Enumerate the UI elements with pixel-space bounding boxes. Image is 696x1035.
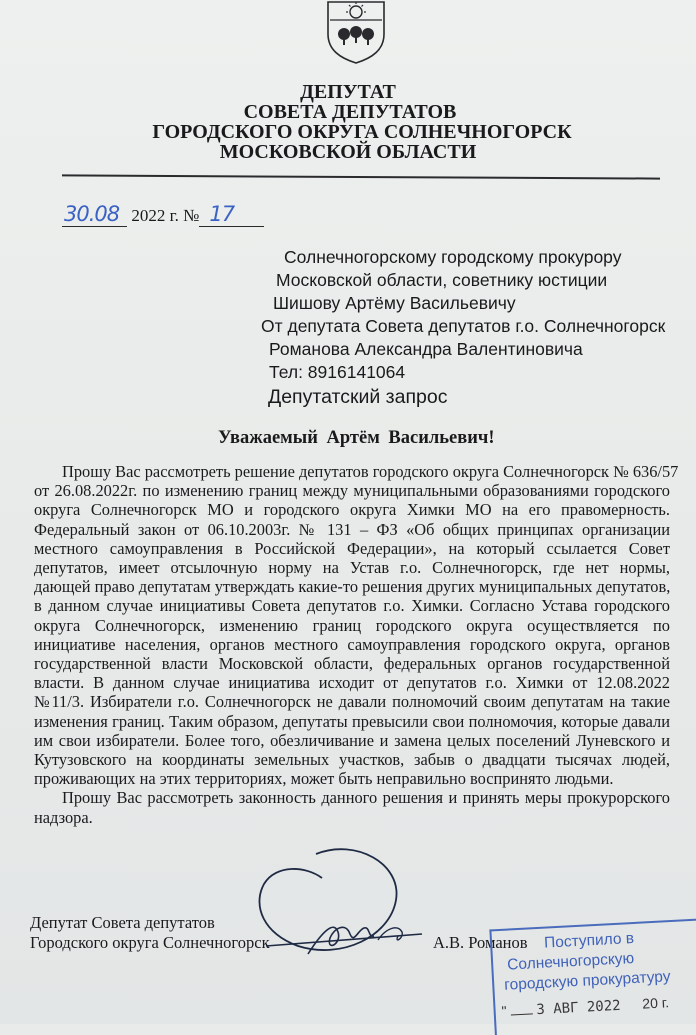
- stamp-quote: ": [501, 1002, 508, 1019]
- stamp-date-underline: [511, 1013, 533, 1015]
- stamp-date: 3 АВГ 2022: [536, 997, 622, 1019]
- date-number-line: [62, 204, 264, 227]
- body-line: власти. В данном случае инициатива исходит от депутатов г.о. Химки от 12.08.2022: [34, 673, 670, 693]
- body-line: Прошу Вас рассмотреть законность данного решения и принять меры прокурорского: [62, 788, 670, 808]
- body-line: Федеральный закон от 06.10.2003г. № 131 – ФЗ «Об общих принципах организации: [34, 519, 670, 539]
- stamp-date-line: [501, 994, 669, 1020]
- coat-of-arms-icon: [322, 0, 390, 64]
- body-line: инициативе населения, органов местного самоуправления городского округа, органов: [34, 634, 670, 654]
- header-line-1: ДЕПУТАТ: [300, 81, 396, 103]
- handwritten-number: 17: [209, 202, 235, 226]
- body-line: Кутузовского на координаты земельных участков, забыв о двадцати тысячах людей,: [34, 750, 670, 770]
- salutation: Уважаемый Артём Васильевич!: [218, 428, 495, 448]
- body-line: Прошу Вас рассмотреть решение депутатов городского округа Солнечногорск № 636/57: [62, 462, 679, 481]
- stamp-year-suffix: г.: [661, 994, 670, 1011]
- body-line: местного самоуправления в Российской Федерации», на который ссылается Совет: [34, 538, 670, 558]
- body-line: надзора.: [34, 807, 93, 827]
- body-line: округа Солнечногорск МО и городского округа Химки МО на его правомерность.: [34, 500, 670, 520]
- body-line: №11/3. Избиратели г.о. Солнечногорск не давали полномочий своим депутатам на такие: [34, 692, 670, 712]
- handwritten-signature-icon: [246, 836, 426, 964]
- date-field: [62, 204, 127, 227]
- stamp-date-20: 20: [641, 994, 659, 1012]
- body-line: в данном случае инициативы Совета депутатов г.о. Химки. Согласно Устава городского: [34, 596, 670, 616]
- body-line: им свои избиратели. Более того, обезличивание и замена целых поселений Луневского и: [34, 730, 670, 750]
- body-line: от 26.08.2022г. по изменению границ между муниципальными образованиями городского: [34, 481, 670, 501]
- body-line: проживающих на этих территориях, может быть неправильно воспринято людьми.: [34, 769, 614, 789]
- addressee-line-3: Шишову Артёму Васильевичу: [273, 293, 516, 313]
- number-field: [199, 204, 264, 227]
- handwritten-date: 30.08: [64, 202, 120, 226]
- addressee-line-2: Московской области, советнику юстиции: [276, 270, 608, 290]
- issuer-header: [0, 82, 696, 162]
- request-body: [34, 462, 679, 827]
- sender-line-1: От депутата Совета депутатов г.о. Солнечногорск: [261, 316, 666, 336]
- header-line-2: СОВЕТА ДЕПУТАТОВ: [243, 101, 457, 123]
- sender-phone: Тел: 8916141064: [269, 362, 406, 382]
- sender-line-2: Романова Александра Валентиновича: [269, 339, 583, 359]
- body-line: округа Солнечногорск, изменению границ городского округа осуществляется по: [34, 615, 670, 635]
- stamp-line-2: Солнечногорскую: [506, 949, 635, 974]
- signer-position-line-1: Депутат Совета депутатов: [30, 913, 215, 932]
- body-line: дающей право депутатам утверждать какие-то решения других муниципальных депутатов,: [34, 577, 671, 597]
- stamp-line-3: городскую прокуратуру: [503, 968, 671, 994]
- signer-name: А.В. Романов: [433, 933, 528, 952]
- header-line-3: ГОРОДСКОГО ОКРУГА СОЛНЕЧНОГОРСК: [152, 121, 572, 143]
- header-divider: [62, 174, 660, 179]
- request-title: Депутатский запрос: [268, 386, 448, 408]
- addressee-line-1: Солнечногорскому городскому прокурору: [284, 247, 622, 267]
- body-line: депутатов, имеет отсылочную норму на Устав г.о. Солнечногорск, где нет нормы,: [34, 558, 670, 578]
- received-stamp: [489, 919, 696, 1035]
- body-line: изменения границ. Таким образом, депутаты превысили свои полномочия, которые давали: [34, 711, 670, 731]
- stamp-line-1: Поступило в: [543, 929, 635, 952]
- signer-position-line-2: Городского округа Солнечногорск: [30, 933, 270, 952]
- header-line-4: МОСКОВСКОЙ ОБЛАСТИ: [219, 141, 477, 163]
- year-label: 2022 г. №: [127, 206, 200, 225]
- body-line: государственной власти Московской области, федеральных органов государственной: [34, 654, 670, 674]
